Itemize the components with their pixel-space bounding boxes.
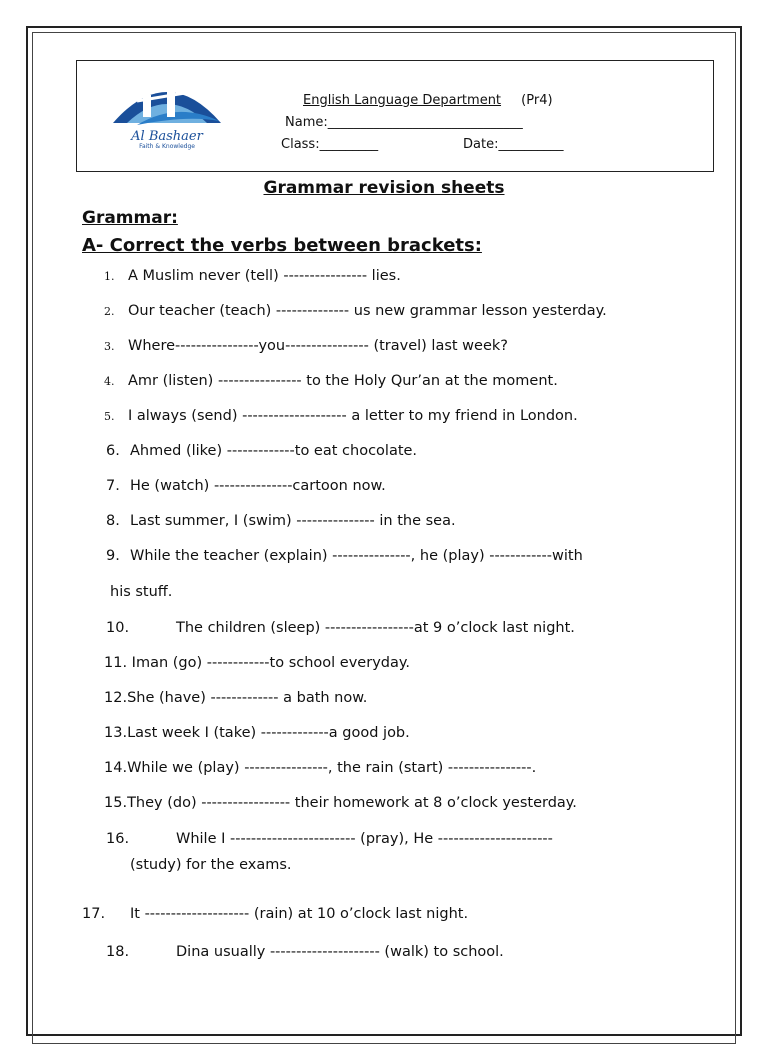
class-label: Class: <box>281 137 320 152</box>
question-4 <box>104 373 558 389</box>
name-label: Name: <box>285 115 328 130</box>
question-number: 6. <box>106 443 120 459</box>
name-field[interactable] <box>285 115 523 130</box>
question-text: (study) for the exams. <box>130 857 292 873</box>
question-text: A Muslim never (tell) ---------------- lies. <box>128 268 401 284</box>
question-text: I always (send) -------------------- a letter to my friend in London. <box>128 408 578 424</box>
date-label: Date: <box>463 137 499 152</box>
question-7 <box>106 478 386 494</box>
question-16 <box>106 831 553 847</box>
question-number: 3. <box>104 340 115 353</box>
header-box <box>76 60 714 172</box>
question-number: 8. <box>106 513 120 529</box>
question-text: They (do) ----------------- their homework at 8 o’clock yesterday. <box>127 795 577 811</box>
question-number: 15. <box>104 795 128 811</box>
sheet-code: (Pr4) <box>521 93 553 108</box>
question-number: 1. <box>104 270 115 283</box>
question-10 <box>106 620 575 636</box>
question-text: She (have) ------------- a bath now. <box>127 690 368 706</box>
department-name: English Language Department <box>303 93 502 108</box>
question-text: Dina usually --------------------- (walk) to school. <box>176 944 504 960</box>
question-18 <box>106 944 504 960</box>
question-5 <box>104 408 578 424</box>
question-6 <box>106 443 417 459</box>
question-9-continuation <box>110 584 172 600</box>
question-text: Our teacher (teach) -------------- us new grammar lesson yesterday. <box>128 303 607 319</box>
question-number: 13. <box>104 725 128 741</box>
question-text: Last week I (take) -------------a good job. <box>127 725 410 741</box>
section-heading: Grammar: <box>82 208 178 228</box>
question-text: Last summer, I (swim) --------------- in the sea. <box>130 513 456 529</box>
question-text: He (watch) ---------------cartoon now. <box>130 478 386 494</box>
question-text: While we (play) ----------------, the rain (start) ----------------. <box>127 760 537 776</box>
question-number: 12. <box>104 690 128 706</box>
school-logo <box>107 71 227 161</box>
question-12 <box>104 690 367 706</box>
question-number: 11. <box>104 655 128 671</box>
question-number: 5. <box>104 410 115 423</box>
question-9 <box>106 548 583 564</box>
question-number: 14. <box>104 760 128 776</box>
exercise-heading: A- Correct the verbs between brackets: <box>82 235 482 256</box>
question-text: Where----------------you---------------- (travel) last week? <box>128 338 508 354</box>
logo-name: Al Bashaer <box>131 129 203 144</box>
question-number: 4. <box>104 375 115 388</box>
question-16-continuation <box>130 857 292 873</box>
question-text: Amr (listen) ---------------- to the Holy Qur’an at the moment. <box>128 373 558 389</box>
question-1 <box>104 268 401 284</box>
question-number: 7. <box>106 478 120 494</box>
question-8 <box>106 513 456 529</box>
question-text: his stuff. <box>110 584 173 600</box>
question-text: Iman (go) ------------to school everyday. <box>131 655 410 671</box>
question-14 <box>104 760 536 776</box>
question-11 <box>104 655 410 671</box>
date-field[interactable] <box>463 137 563 152</box>
date-blank: __________ <box>498 137 564 152</box>
question-number: 9. <box>106 548 120 564</box>
logo-tagline: Faith & Knowledge <box>139 143 195 150</box>
question-15 <box>104 795 577 811</box>
name-blank: ______________________________ <box>327 115 523 130</box>
question-text: Ahmed (like) -------------to eat chocolate. <box>130 443 418 459</box>
page-title: Grammar revision sheets <box>263 178 505 198</box>
question-number: 2. <box>104 305 115 318</box>
question-text: While the teacher (explain) ---------------, he (play) ------------with <box>130 548 583 564</box>
class-field[interactable] <box>281 137 378 152</box>
question-17 <box>82 906 468 922</box>
question-number: 16. <box>106 831 130 847</box>
question-text: The children (sleep) -----------------at 9 o’clock last night. <box>176 620 575 636</box>
question-number: 10. <box>106 620 130 636</box>
class-blank: _________ <box>319 137 379 152</box>
question-2 <box>104 303 607 319</box>
question-text: It -------------------- (rain) at 10 o’clock last night. <box>130 906 469 922</box>
question-3 <box>104 338 508 354</box>
question-13 <box>104 725 410 741</box>
question-text: While I ------------------------ (pray), He ---------------------- <box>176 831 553 847</box>
question-number: 18. <box>106 944 130 960</box>
department-line <box>303 93 553 108</box>
question-number: 17. <box>82 906 106 922</box>
